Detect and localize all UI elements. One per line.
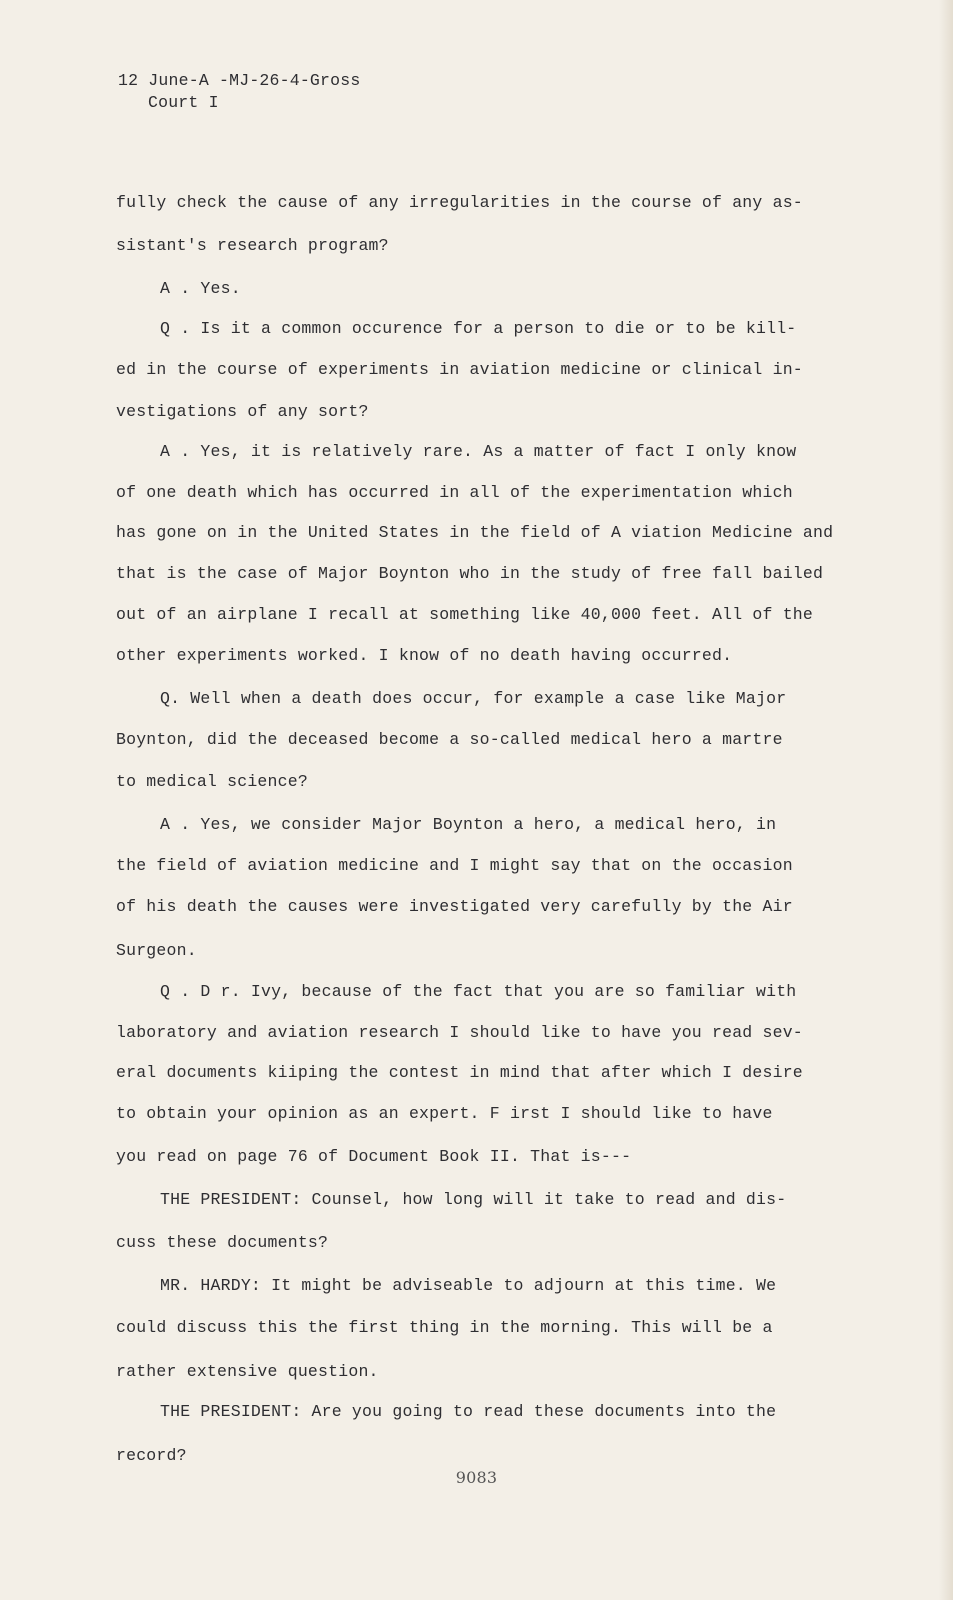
text-line: laboratory and aviation research I should like to have you read sev- [116, 1023, 803, 1042]
text-line: ed in the course of experiments in aviation medicine or clinical in- [116, 360, 803, 379]
text-line: of his death the causes were investigated very carefully by the Air [116, 897, 793, 916]
text-line: Surgeon. [116, 941, 197, 960]
text-line: other experiments worked. I know of no death having occurred. [116, 646, 733, 665]
text-line: fully check the cause of any irregularities in the course of any as- [116, 193, 803, 212]
text-line: Q. Well when a death does occur, for example a case like Major [160, 689, 787, 708]
text-line: could discuss this the first thing in the morning. This will be a [116, 1318, 773, 1337]
text-line: out of an airplane I recall at something like 40,000 feet. All of the [116, 605, 814, 624]
text-line: of one death which has occurred in all of the experimentation which [116, 483, 793, 502]
text-line: Q . D r. Ivy, because of the fact that you are so familiar with [160, 982, 797, 1001]
page-number: 9083 [455, 1468, 498, 1487]
page-edge-shadow [939, 0, 953, 1600]
text-line: A . Yes, it is relatively rare. As a matter of fact I only know [160, 442, 797, 461]
text-line: A . Yes. [160, 279, 241, 298]
text-line: record? [116, 1446, 187, 1465]
text-line: A . Yes, we consider Major Boynton a hero, a medical hero, in [160, 815, 777, 834]
text-line: Q . Is it a common occurence for a person to die or to be kill- [160, 319, 797, 338]
text-line: vestigations of any sort? [116, 402, 369, 421]
text-line: that is the case of Major Boynton who in the study of free fall bailed [116, 564, 824, 583]
header-court: Court I [148, 93, 219, 112]
text-line: to medical science? [116, 772, 308, 791]
text-line: to obtain your opinion as an expert. F irst I should like to have [116, 1104, 773, 1123]
text-line: has gone on in the United States in the field of A viation Medicine and [116, 523, 834, 542]
text-line: THE PRESIDENT: Are you going to read these documents into the [160, 1402, 777, 1421]
text-line: MR. HARDY: It might be adviseable to adjourn at this time. We [160, 1276, 777, 1295]
text-line: the field of aviation medicine and I might say that on the occasion [116, 856, 793, 875]
page-header [118, 70, 360, 114]
text-line: THE PRESIDENT: Counsel, how long will it take to read and dis- [160, 1190, 787, 1209]
text-line: you read on page 76 of Document Book II. That is--- [116, 1147, 632, 1166]
text-line: rather extensive question. [116, 1362, 379, 1381]
text-line: cuss these documents? [116, 1233, 329, 1252]
text-line: Boynton, did the deceased become a so-called medical hero a martre [116, 730, 783, 749]
text-line: sistant's research program? [116, 236, 389, 255]
text-line: eral documents kiiping the contest in mind that after which I desire [116, 1063, 803, 1082]
header-reference: 12 June-A -MJ-26-4-Gross [118, 71, 361, 90]
